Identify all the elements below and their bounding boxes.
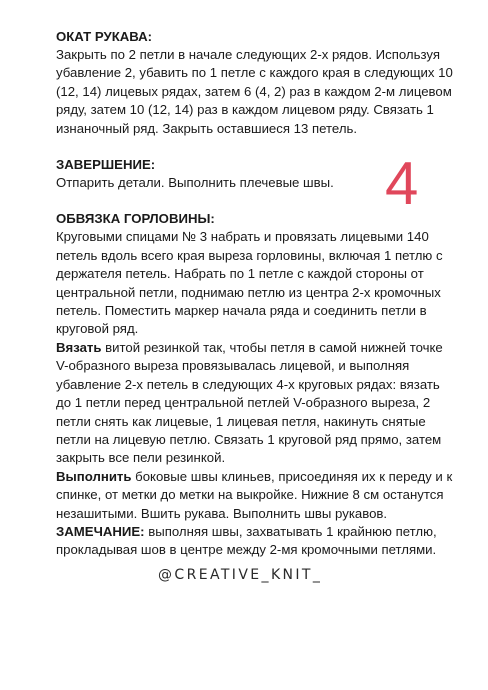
neckband-text-3: боковые швы клиньев, присоединяя их к переду и к спинке, от метки до метки на выкройке. Нижние 8 см останутся незашитыми. Вшить рукава. Выполнить швы рукавов.: [56, 468, 453, 521]
page-number: 4: [385, 150, 419, 217]
neckband-text-1: Круговыми спицами № 3 набрать и провязать лицевыми 140 петель вдоль всего края выреза горловины, включая 1 петлю с держателя петель. Набрать по 1 петле с каждой стороны от центральной петли, поднимаю петлю из центра 2-х кромочных петель. Поместить маркер начала ряда и соединить петли в круговой ряд.: [56, 229, 443, 337]
note-text: выполняя швы, захватывать 1 крайнюю петлю, прокладывая шов в центре между 2-мя кромочными петлями.: [56, 523, 437, 558]
note-lead: ЗАМЕЧАНИЕ:: [56, 523, 145, 539]
neckband-lead-2: Вязать: [56, 339, 102, 355]
document-body: [56, 28, 456, 560]
watermark-label: @CREATIVE_KNIT_: [158, 567, 323, 583]
neckband-paragraph-2: [56, 339, 456, 468]
neckband-text-2: витой резинкой так, чтобы петля в самой нижней точке V-образного выреза провязывалась лицевой, и выполняя убавление 2-х петель в следующих 4-х круговых рядах: вязать до 1 петли перед центральной петлей V-образного выреза, 2 петли снять как лицевые, 1 лицевая петля, накинуть снятые петли на лицевую петлю. Связать 1 круговой ряд прямо, затем закрыть все пели резинкой.: [56, 339, 443, 466]
finishing-heading: ЗАВЕРШЕНИЕ:: [56, 157, 156, 173]
note-paragraph: [56, 523, 456, 560]
neckband-heading: ОБВЯЗКА ГОРЛОВИНЫ:: [56, 211, 215, 227]
neckband-paragraph-3: [56, 468, 456, 523]
neckband-lead-3: Выполнить: [56, 468, 132, 484]
sleeve-cap-text: Закрыть по 2 петли в начале следующих 2-х рядов. Используя убавление 2, убавить по 1 петле с каждого края в следующих 10 (12, 14) лицевых рядах, затем 6 (4, 2) раз в каждом 2-м лицевом ряду, затем 10 (12, 14) раз в каждом лицевом ряду. Связать 1 изнаночный ряд. Закрыть оставшиеся 13 петель.: [56, 47, 453, 136]
finishing-text: Отпарить детали. Выполнить плечевые швы.: [56, 175, 334, 191]
sleeve-cap-heading: ОКАТ РУКАВА:: [56, 29, 153, 44]
